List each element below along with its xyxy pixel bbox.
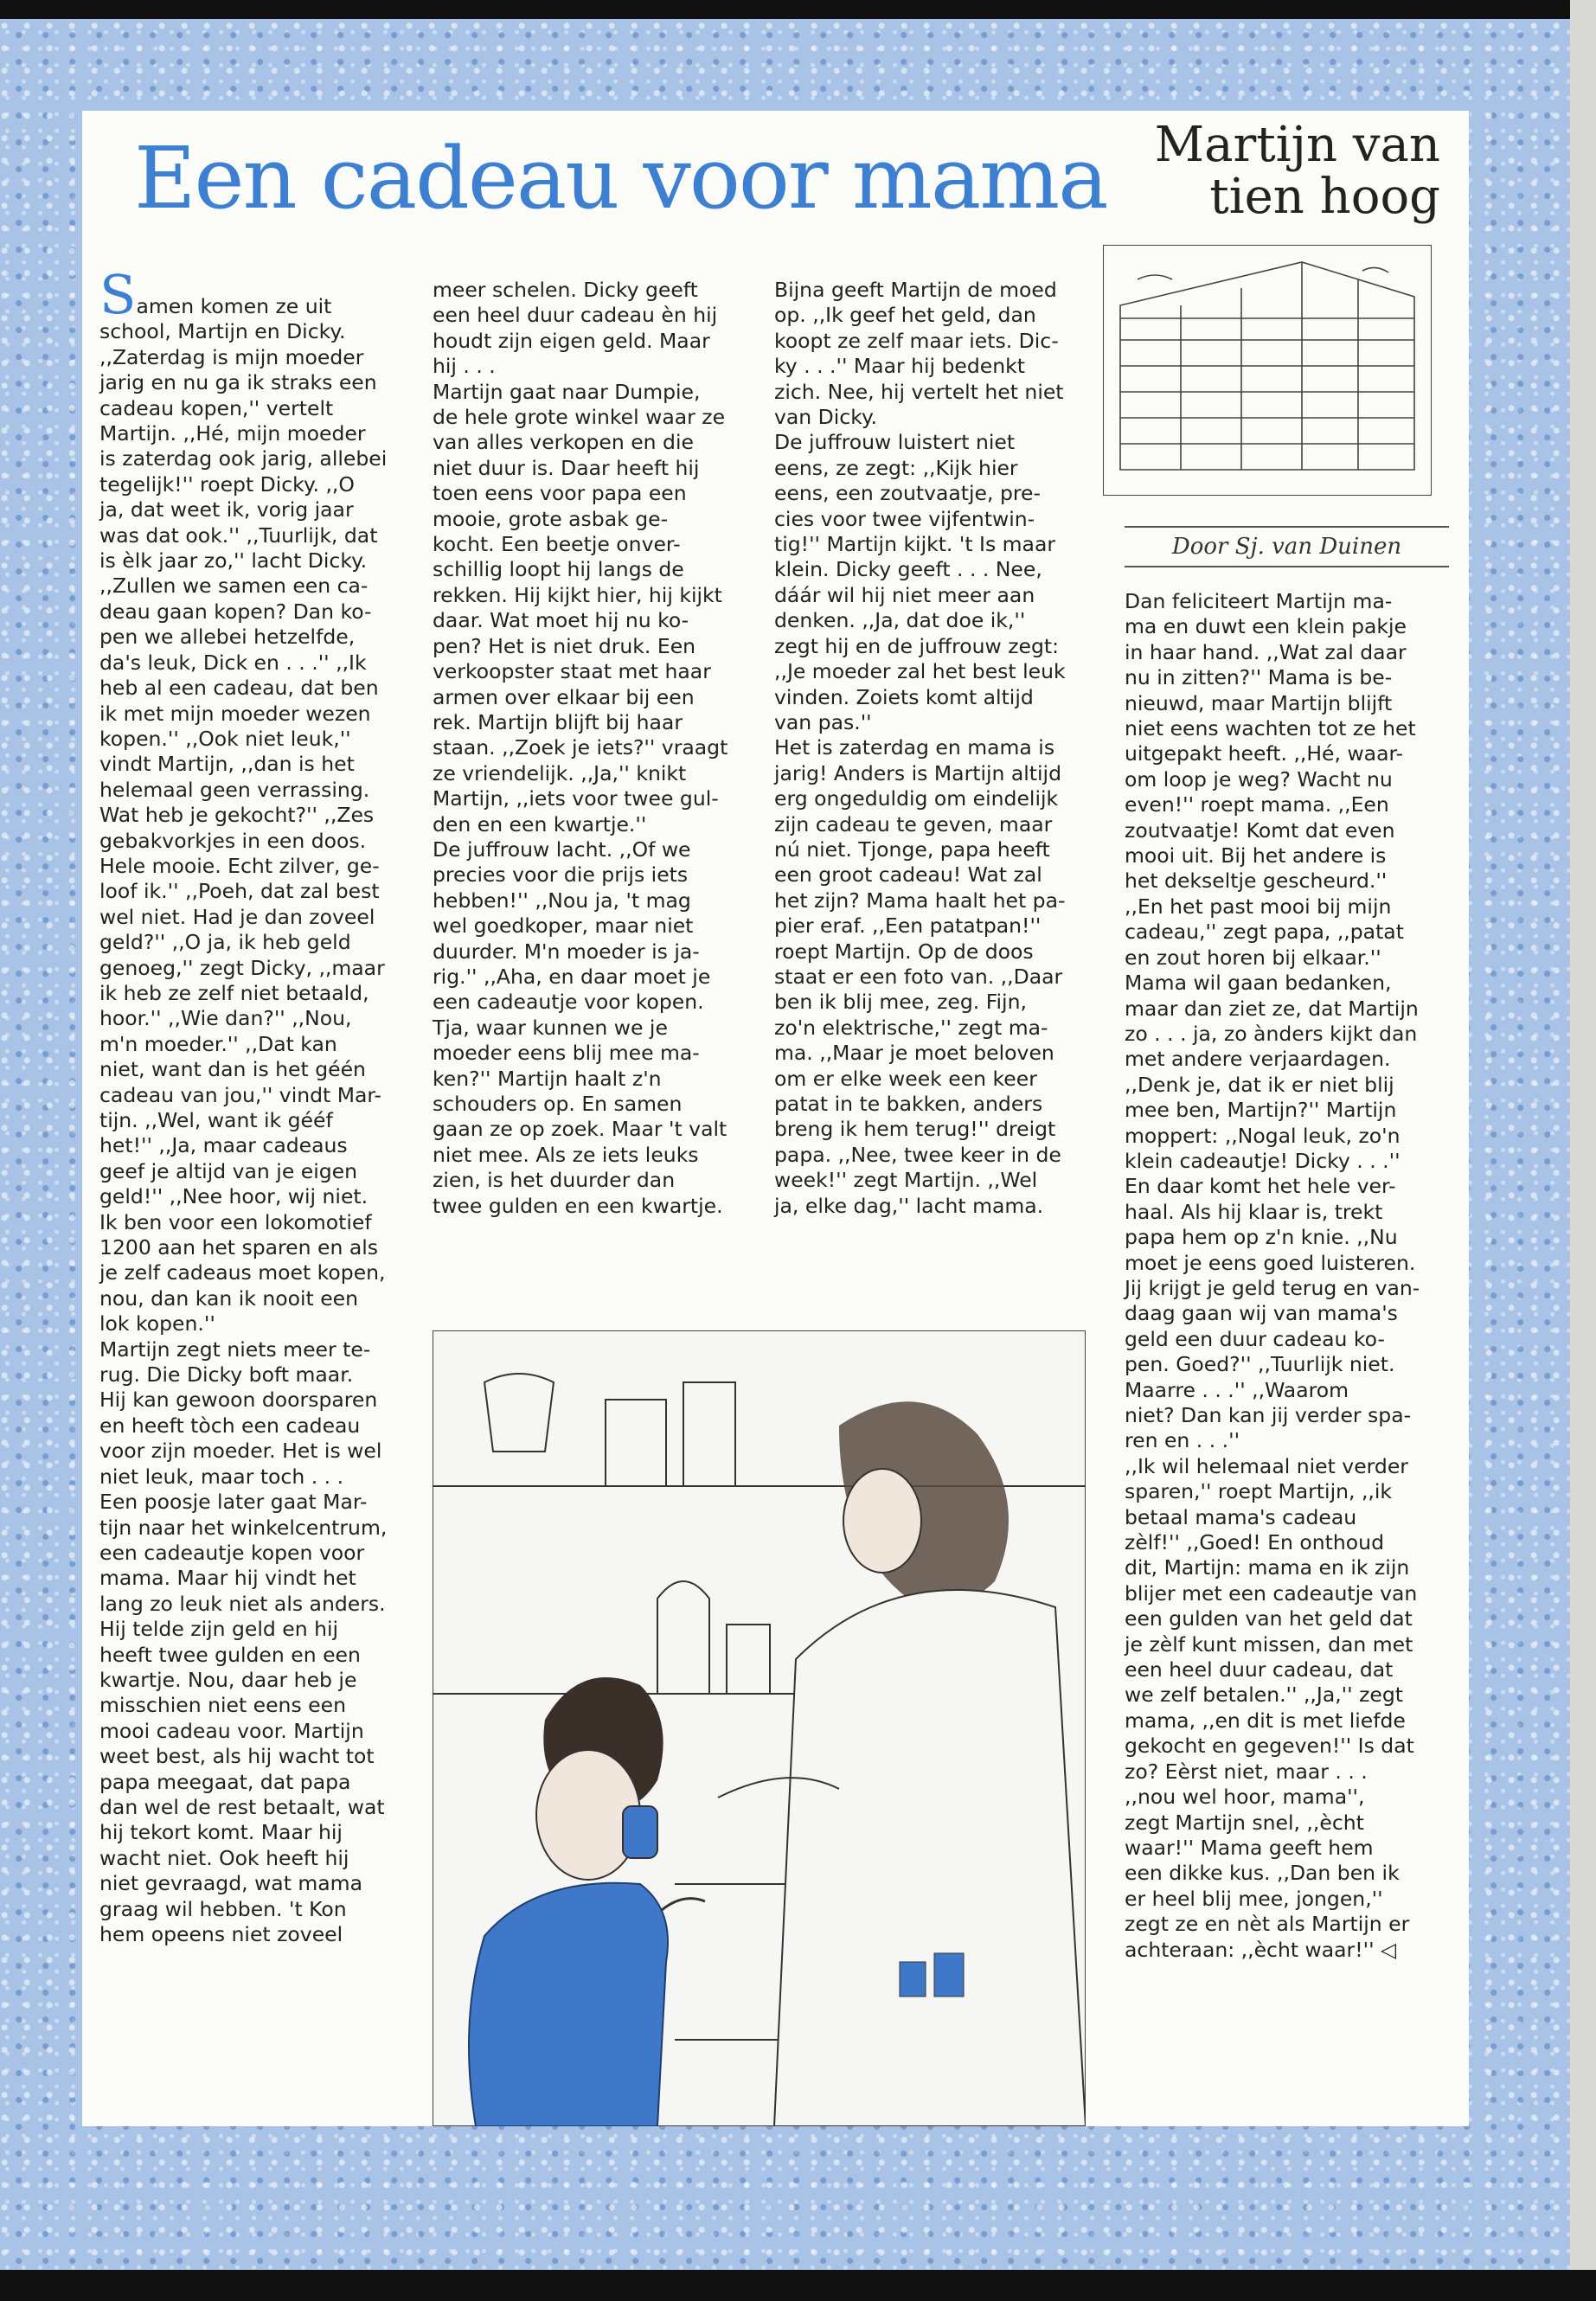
column-2: meer schelen. Dicky geeft een heel duur cadeau èn hij houdt zijn eigen geld. Maar hij . . . Martijn gaat naar Dumpie, de hele grote winkel waar ze van alles verkopen en die niet duur is. Daar heeft hij toen eens voor papa een mooie, grote asbak ge- kocht. Een beetje onver- schillig loopt hij langs de rekken. Hij kijkt hier, hij kijkt daar. Wat moet hij nu ko- pen? Het is niet druk. Een verkoopster staat met haar armen over elkaar bij een rek. Martijn blijft bij haar staan. ,,Zoek je iets?'' vraagt ze vriendelijk. ,,Ja,'' knikt Martijn, ,,iets voor twee gul- den en een kwartje.'' De juffrouw lacht. ,,Of we precies voor die prijs iets hebben!'' ,,Nou ja, 't mag wel goedkoper, maar niet duurder. M'n moeder is ja- rig.'' ,,Aha, en daar moet je een cadeautje voor kopen. Tja, waar kunnen we je moeder eens blij mee ma- ken?'' Martijn haalt z'n schouders op. En samen gaan ze op zoek. Maar 't valt niet mee. Als ze iets leuks zien, is het duurder dan twee gulden en een kwartje.	[433, 278, 728, 1218]
scan-edge	[1570, 0, 1596, 2301]
boy-with-shop-assistant-illustration	[433, 1330, 1086, 2126]
apartment-building-illustration	[1103, 245, 1432, 496]
column-4: Dan feliciteert Martijn ma- ma en duwt een klein pakje in haar hand. ,,Wat zal daar nu in zitten?'' Mama is be- nieuwd, maar Martijn blijft niet eens wachten tot ze het uitgepakt heeft. ,,Hé, waar- om loop je weg? Wacht nu even!'' roept mama. ,,Een zoutvaatje! Komt dat even mooi uit. Bij het andere is het dekseltje gescheurd.'' ,,En het past mooi bij mijn cadeau,'' zegt papa, ,,patat en zout horen bij elkaar.'' Mama wil gaan bedanken, maar dan ziet ze, dat Martijn zo . . . ja, zo ànders kijkt dan met andere verjaardagen. ,,Denk je, dat ik er niet blij mee ben, Martijn?'' Martijn moppert: ,,Nogal leuk, zo'n klein cadeautje! Dicky . . .'' En daar komt het hele ver- haal. Als hij klaar is, trekt papa hem op z'n knie. ,,Nu moet je eens goed luisteren. Jij krijgt je geld terug en van- daag gaan wij van mama's geld een duur cadeau ko- pen. Goed?'' ,,Tuurlijk niet. Maarre . . .'' ,,Waarom niet? Dan kan jij verder spa- ren en . . .'' ,,Ik wil helemaal niet verder sparen,'' roept Martijn, ,,ik betaal mama's cadeau zèlf!'' ,,Goed! En onthoud dit, Martijn: mama en ik zijn blijer met een cadeautje van een gulden van het geld dat je zèlf kunt missen, dan met een heel duur cadeau, dat we zelf betalen.'' ,,Ja,'' zegt mama, ,,en dit is met liefde gekocht en gegeven!'' Is dat zo? Eèrst niet, maar . . . ,,nou wel hoor, mama'', zegt Martijn snel, ,,ècht waar!'' Mama geeft hem een dikke kus. ,,Dan ben ik er heel blij mee, jongen,'' zegt ze en nèt als Martijn er achteraan: ,,ècht waar!'' ◁	[1125, 589, 1420, 1962]
article-page	[82, 111, 1469, 2126]
column-3: Bijna geeft Martijn de moed op. ,,Ik geef het geld, dan koopt ze zelf maar iets. Dic- ky . . .'' Maar hij bedenkt zich. Nee, hij vertelt het niet van Dicky. De juffrouw luistert niet eens, ze zegt: ,,Kijk hier eens, een zoutvaatje, pre- cies voor twee vijfentwin- tig!'' Martijn kijkt. 't Is maar klein. Dicky geeft . . . Nee, dáár wil hij niet meer aan denken. ,,Ja, dat doe ik,'' zegt hij en de juffrouw zegt: ,,Je moeder zal het best leuk vinden. Zoiets komt altijd van pas.'' Het is zaterdag en mama is jarig! Anders is Martijn altijd erg ongeduldig om eindelijk zijn cadeau te geven, maar nú niet. Tjonge, papa heeft een groot cadeau! Wat zal het zijn? Mama haalt het pa- pier eraf. ,,Een patatpan!'' roept Martijn. Op de doos staat er een foto van. ,,Daar ben ik blij mee, zeg. Fijn, zo'n elektrische,'' zegt ma- ma. ,,Maar je moet beloven om er elke week een keer patat in te bakken, anders breng ik hem terug!'' dreigt papa. ,,Nee, twee keer in de week!'' zegt Martijn. ,,Wel ja, elke dag,'' lacht mama.	[774, 278, 1066, 1218]
scan-bottom-edge	[0, 2270, 1596, 2301]
column-1	[99, 263, 402, 1947]
series-title: Martijn van tien hoog	[1154, 117, 1440, 225]
column-1-text: amen komen ze uit school, Martijn en Dicky. ,,Zaterdag is mijn moeder jarig en nu ga ik straks een cadeau kopen,'' vertelt Martijn. ,,Hé, mijn moeder is zaterdag ook jarig, allebei tegelijk!'' roept Dicky. ,,O ja, dat weet ik, vorig jaar was dat ook.'' ,,Tuurlijk, dat is èlk jaar zo,'' lacht Dicky. ,,Zullen we samen een ca- deau gaan kopen? Dan ko- pen we allebei hetzelfde, da's leuk, Dick en . . .'' ,,Ik heb al een cadeau, dat ben ik met mijn moeder wezen kopen.'' ,,Ook niet leuk,'' vindt Martijn, ,,dan is het helemaal geen verrassing. Wat heb je gekocht?'' ,,Zes gebakvorkjes in een doos. Hele mooie. Echt zilver, ge- loof ik.'' ,,Poeh, dat zal best wel niet. Had je dan zoveel geld?'' ,,O ja, ik heb geld genoeg,'' zegt Dicky, ,,maar ik heb ze zelf niet betaald, hoor.'' ,,Wie dan?'' ,,Nou, m'n moeder.'' ,,Dat kan niet, want dan is het géén cadeau van jou,'' vindt Mar- tijn. ,,Wel, want ik gééf het!'' ,,Ja, maar cadeaus geef je altijd van je eigen geld!'' ,,Nee hoor, wij niet. Ik ben voor een lokomotief 1200 aan het sparen en als je zelf cadeaus moet kopen, nou, dan kan ik nooit een lok kopen.'' Martijn zegt niets meer te- rug. Die Dicky boft maar. Hij kan gewoon doorsparen en heeft tòch een cadeau voor zijn moeder. Het is wel niet leuk, maar toch . . . Een poosje later gaat Mar- tijn naar het winkelcentrum, een cadeautje kopen voor mama. Maar hij vindt het lang zo leuk niet als anders. Hij telde zijn geld en hij heeft twee gulden en een kwartje. Nou, daar heb je misschien niet eens een mooi cadeau voor. Martijn weet best, als hij wacht tot papa meegaat, dat papa dan wel de rest betaalt, wat hij tekort komt. Maar hij wacht niet. Ook heeft hij niet gevraagd, wat mama graag wil hebben. 't Kon hem opeens niet zoveel	[99, 294, 388, 1946]
drop-cap: S	[99, 263, 137, 326]
article-title: Een cadeau voor mama	[134, 130, 1107, 228]
byline: Door Sj. van Duinen	[1125, 526, 1449, 567]
